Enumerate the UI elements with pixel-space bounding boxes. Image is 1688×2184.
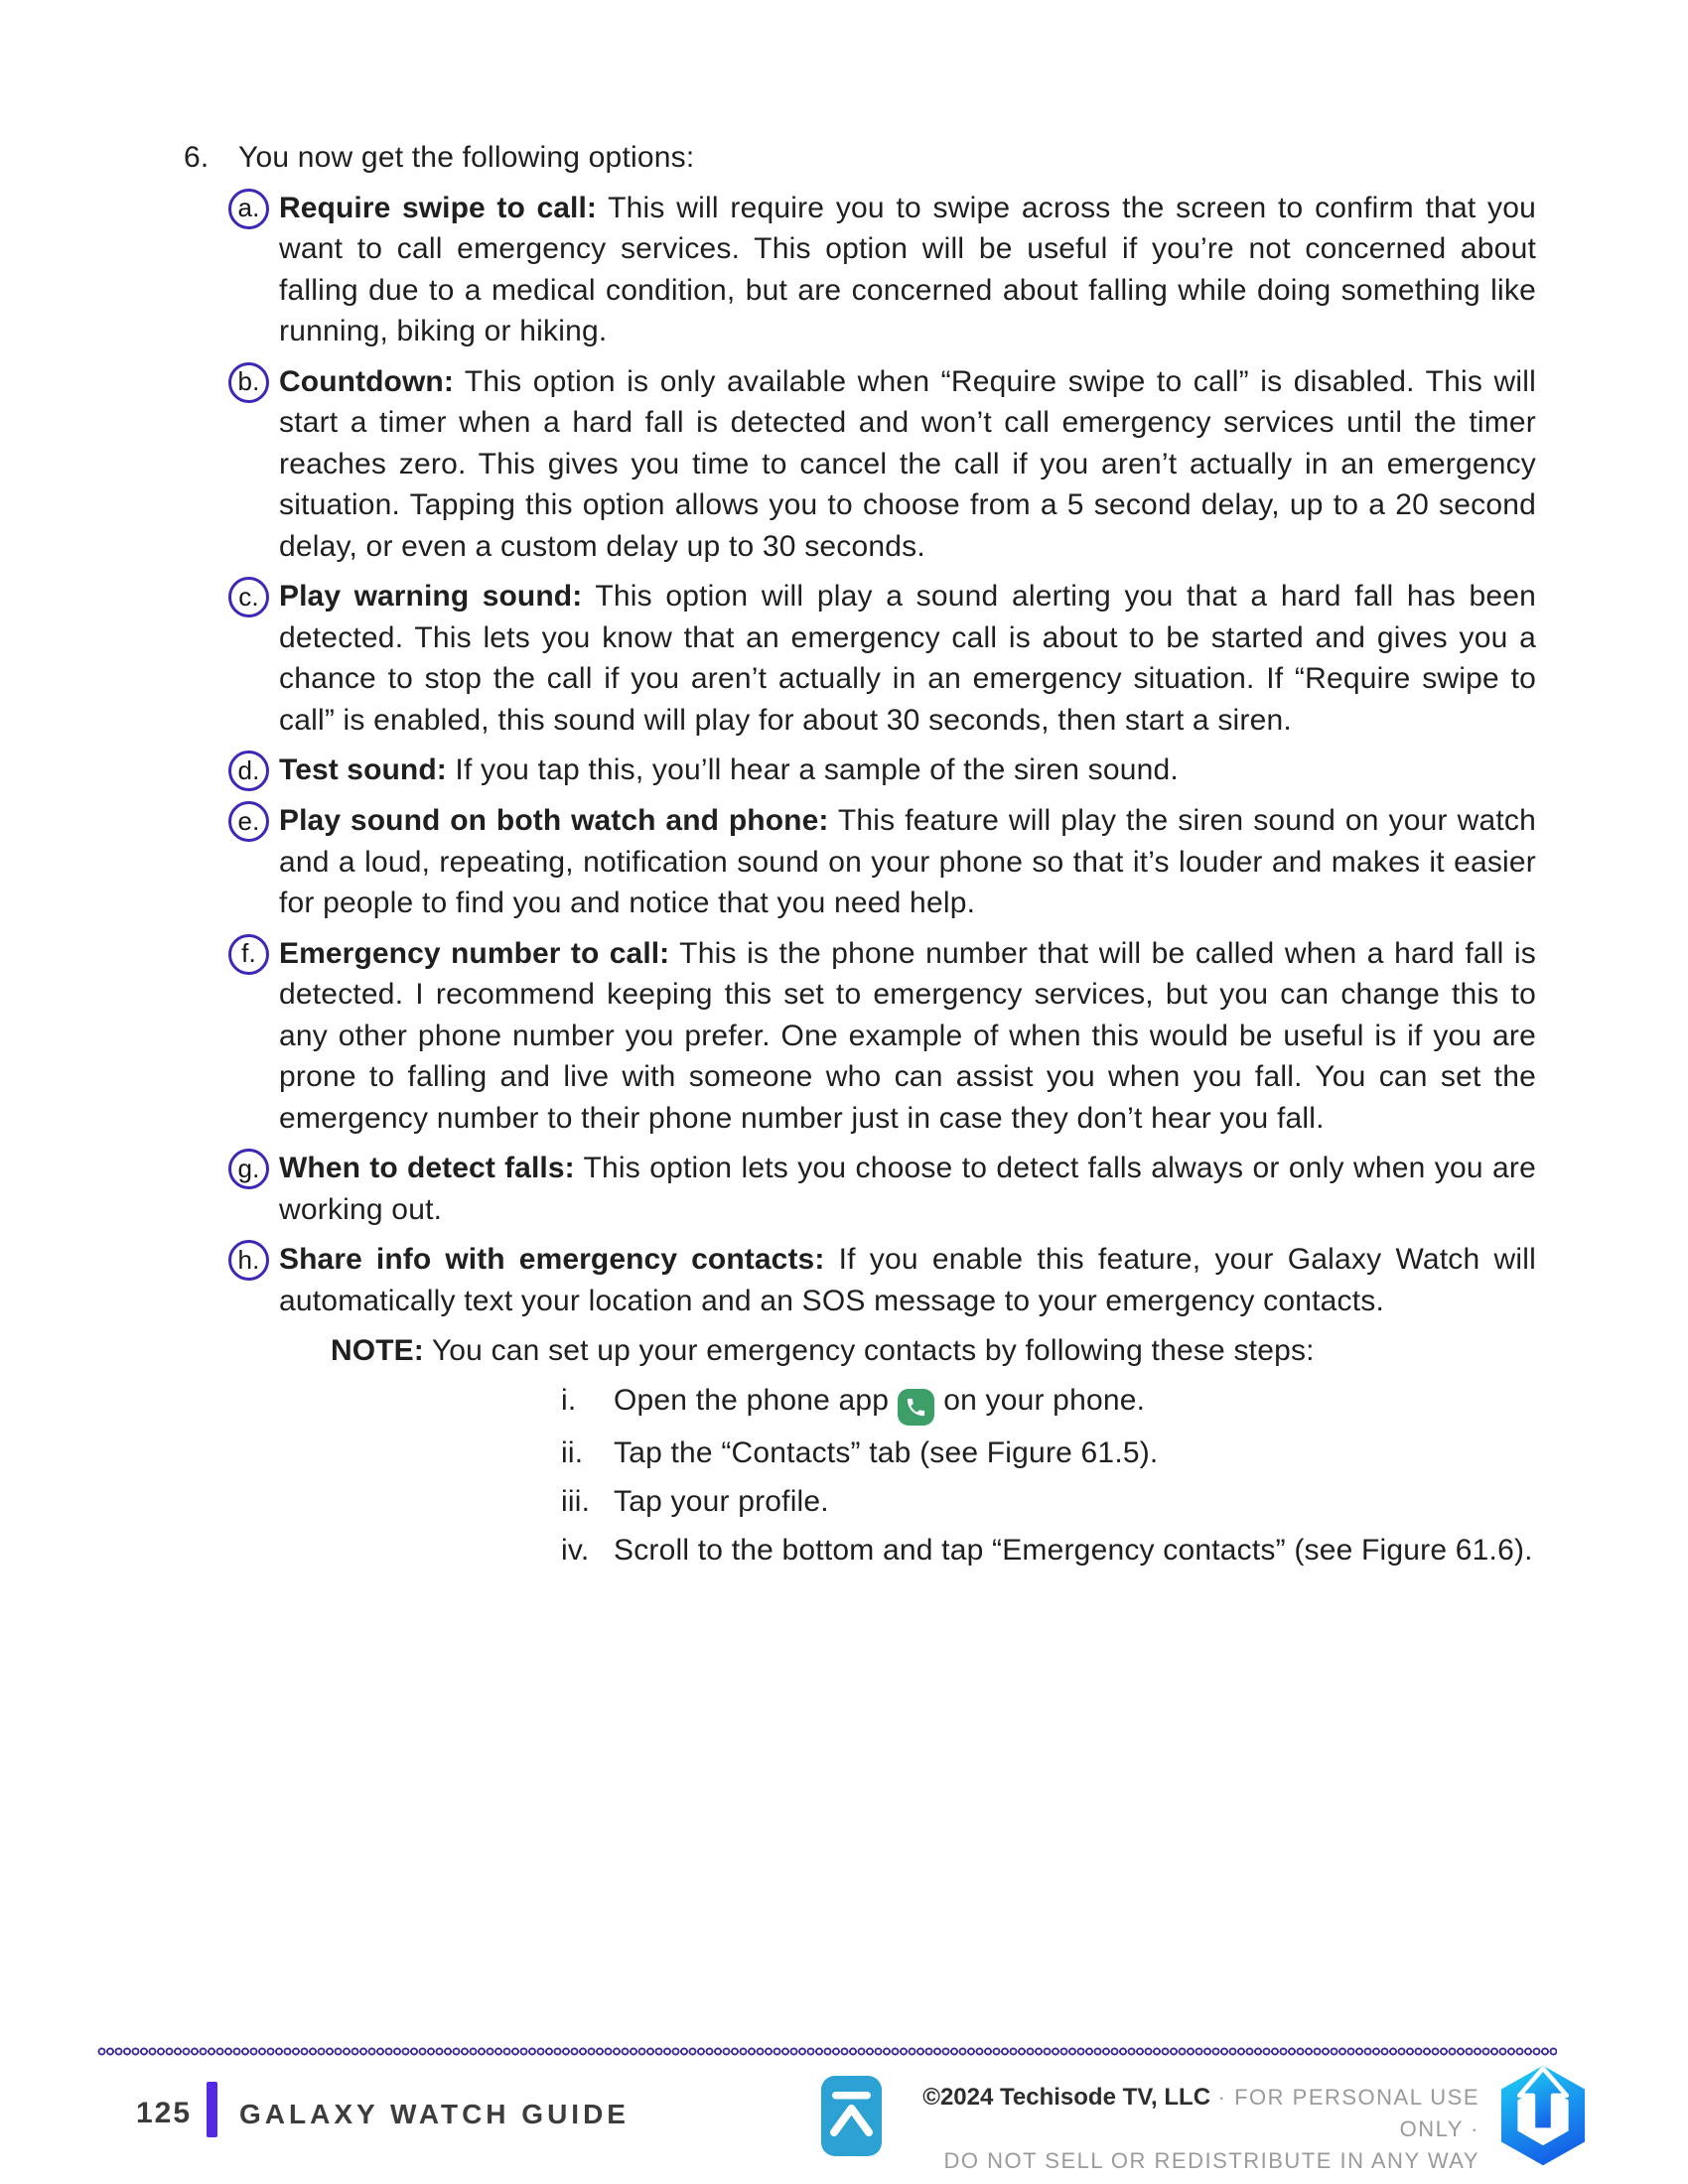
option-item-a — [228, 188, 1536, 352]
option-text — [279, 750, 1536, 791]
note-steps-list — [561, 1380, 1536, 1571]
copyright-owner: ©2024 Techisode TV, LLC — [922, 2084, 1211, 2111]
option-text — [279, 1239, 1536, 1321]
option-description: This is the phone number that will be called when a hard fall is detected. I recommend keeping this set to emergency services, but you can change this to any other phone number you prefer. One example of when this would be useful is if you are prone to falling and live with someone who can assist you when you fall. You can set the emergency number to their phone number just in case they don’t hear you fall. — [279, 936, 1536, 1135]
option-text — [279, 1148, 1536, 1230]
option-label: Emergency number to call: — [279, 936, 670, 970]
option-description: If you enable this feature, your Galaxy Watch will automatically text your location and an SOS message to your emergency contacts. — [279, 1243, 1536, 1317]
numbered-list-item-6 — [184, 137, 1536, 179]
copyright-block — [874, 2083, 1479, 2175]
options-list — [228, 188, 1536, 1571]
list-item-text: You now get the following options: — [238, 141, 695, 174]
note-label: NOTE: — [331, 1334, 424, 1367]
option-description: This option is only available when “Require swipe to call” is disabled. This will start a timer when a hard fall is detected and won’t call emergency services until the timer reaches zero. This gives you time to cancel the call if you aren’t actually in an emergency situation. Tapping this option allows you to choose from a 5 second delay, up to a 20 second delay, or even a custom delay up to 30 seconds. — [279, 364, 1536, 563]
step-numeral: iv. — [561, 1534, 590, 1567]
step-text: Scroll to the bottom and tap “Emergency contacts” (see Figure 61.6). — [614, 1534, 1533, 1567]
option-item-h — [228, 1239, 1536, 1321]
step-item-iv — [561, 1530, 1536, 1571]
techisode-tv-logo — [821, 2076, 882, 2161]
phone-app-icon — [898, 1389, 934, 1426]
option-text — [279, 933, 1536, 1140]
option-description: This option lets you choose to detect falls always or only when you are working out. — [279, 1152, 1536, 1226]
option-item-d — [228, 750, 1536, 791]
option-item-f — [228, 933, 1536, 1140]
option-label: Share info with emergency contacts: — [279, 1243, 825, 1276]
option-item-g — [228, 1148, 1536, 1230]
option-letter-badge: d. — [228, 751, 269, 791]
step-numeral: ii. — [561, 1436, 584, 1469]
option-description: If you tap this, you’ll hear a sample of the siren sound. — [455, 753, 1179, 786]
option-letter-badge: e. — [228, 801, 269, 842]
footer-accent-bar — [207, 2082, 217, 2137]
copyright-line-1 — [874, 2083, 1479, 2146]
note-text: You can set up your emergency contacts by following these steps: — [431, 1334, 1315, 1367]
list-item-number: 6. — [184, 141, 210, 174]
option-label: Require swipe to call: — [279, 191, 597, 224]
step-text: Tap the “Contacts” tab (see Figure 61.5). — [614, 1436, 1159, 1469]
chain-divider — [97, 2046, 1557, 2057]
step-text-post: on your phone. — [943, 1383, 1146, 1417]
option-text — [279, 188, 1536, 352]
option-label: When to detect falls: — [279, 1152, 575, 1184]
step-item-i — [561, 1380, 1536, 1426]
page-content — [184, 137, 1536, 1578]
option-text — [279, 800, 1536, 924]
note-block — [331, 1330, 1536, 1571]
option-description: This option will play a sound alerting you that a hard fall has been detected. This lets you know that an emergency call is about to be started and gives you a chance to stop the call if you aren’t actually in an emergency situation. If “Require swipe to call” is enabled, this sound will play for about 30 seconds, then start a siren. — [279, 580, 1536, 737]
option-label: Play warning sound: — [279, 580, 583, 613]
step-text: Tap your profile. — [614, 1485, 829, 1518]
usage-restriction: · FOR PERSONAL USE ONLY · — [1210, 2085, 1479, 2141]
option-label: Play sound on both watch and phone: — [279, 804, 829, 837]
option-text — [279, 361, 1536, 568]
shield-logo — [1497, 2063, 1589, 2173]
step-numeral: iii. — [561, 1485, 591, 1518]
step-item-iii — [561, 1481, 1536, 1523]
option-description: This will require you to swipe across the screen to confirm that you want to call emergency services. This option will be useful if you’re not concerned about falling due to a medical condition, but are concerned about falling while doing something like running, biking or hiking. — [279, 191, 1536, 347]
page-number: 125 — [136, 2097, 193, 2129]
option-label: Countdown: — [279, 364, 454, 398]
option-text — [279, 576, 1536, 741]
option-letter-badge: b. — [228, 362, 269, 403]
option-item-c — [228, 576, 1536, 741]
option-item-e — [228, 800, 1536, 924]
step-text — [614, 1380, 1536, 1426]
book-title: GALAXY WATCH GUIDE — [239, 2099, 630, 2129]
step-text-pre: Open the phone app — [614, 1383, 890, 1417]
option-label: Test sound: — [279, 753, 447, 786]
option-letter-badge: g. — [228, 1149, 269, 1189]
step-numeral: i. — [561, 1383, 577, 1417]
option-letter-badge: h. — [228, 1240, 269, 1281]
option-letter-badge: a. — [228, 189, 269, 229]
option-description: This feature will play the siren sound on your watch and a loud, repeating, notification sound on your phone so that it’s louder and makes it easier for people to find you and notice that you need help. — [279, 804, 1537, 919]
copyright-line-2: DO NOT SELL OR REDISTRIBUTE IN ANY WAY — [943, 2148, 1479, 2173]
option-letter-badge: c. — [228, 577, 269, 617]
option-item-b — [228, 361, 1536, 568]
option-letter-badge: f. — [228, 934, 269, 975]
step-item-ii — [561, 1433, 1536, 1474]
